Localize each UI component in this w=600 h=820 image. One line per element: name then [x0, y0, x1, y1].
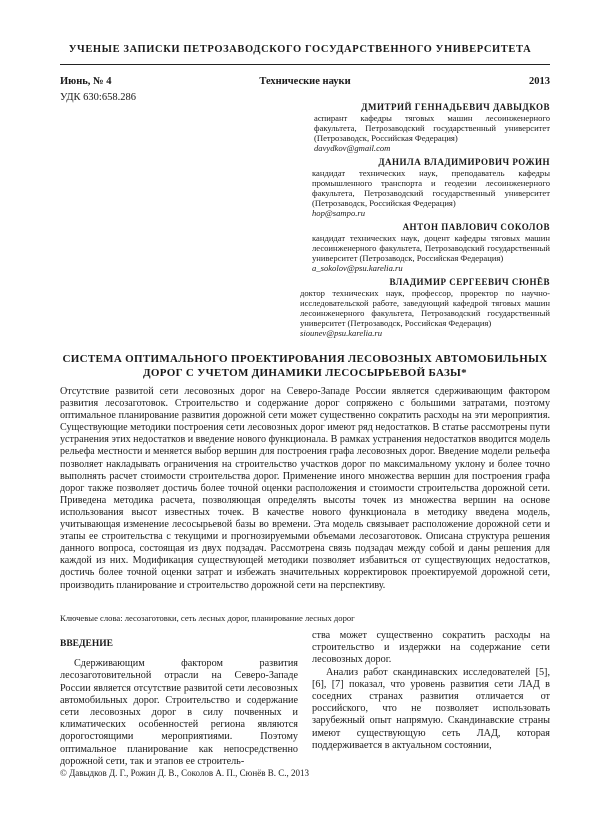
intro-paragraph: Анализ работ скандинавских исследователей [5], [6], [7] показал, что уровень развития сети ЛАД в соседних странах развития отличается от российского, что не позволяет использовать зарубежный опыт напрямую. Скандинавские страны имеют существующую сеть ЛАД, которая поддерживается в актуальном состоянии, [312, 666, 550, 751]
author-affiliation: кандидат технических наук, преподаватель кафедры промышленного транспорта и геодезии лесоинженерного факультета, Петрозаводский государственный университет (Петрозаводск, Российская Федерация) [312, 168, 550, 208]
left-column [60, 630, 298, 768]
author-affiliation: кандидат технических наук, доцент кафедры тяговых машин лесоинженерного факультета, Петрозаводский государственный университет (Петрозаводск, Российская Федерация) [312, 233, 550, 263]
intro-paragraph-continued: ства может существенно сократить расходы на строительство и издержки на содержание сети лесовозных дорог. [312, 630, 550, 666]
section-name: Технические науки [259, 76, 351, 87]
author-block [300, 221, 550, 273]
author-email[interactable]: davydkov@gmail.com [314, 143, 391, 153]
issue-year: 2013 [529, 76, 550, 87]
author-block [300, 101, 550, 153]
intro-paragraph: Сдерживающим фактором развития лесозаготовительной отрасли на Северо-Западе России является отсутствие развитой сети лесовозных автомобильных дорог. Строительство и содержание сети лесовозных дорог в силу почвенных и климатических особенностей региона являются дорогостоящими мероприятиями. Поэтому оптимальное планирование как непосредственно дорожной сети, так и этапов ее строитель- [60, 658, 298, 767]
author-name: ДАНИЛА ВЛАДИМИРОВИЧ РОЖИН [378, 157, 550, 167]
author-block [300, 276, 550, 338]
author-block [300, 156, 550, 218]
journal-title: УЧЕНЫЕ ЗАПИСКИ ПЕТРОЗАВОДСКОГО ГОСУДАРСТВЕННОГО УНИВЕРСИТЕТА [68, 44, 532, 55]
author-list [300, 101, 550, 341]
author-name: ВЛАДИМИР СЕРГЕЕВИЧ СЮНЁВ [389, 277, 550, 287]
copyright-footer: © Давыдков Д. Г., Рожин Д. В., Соколов А. П., Сюнёв В. С., 2013 [60, 768, 309, 778]
issue-number: Июнь, № 4 [60, 76, 112, 87]
author-email[interactable]: a_sokolov@psu.karelia.ru [312, 263, 403, 273]
author-email[interactable]: siounev@psu.karelia.ru [300, 328, 383, 338]
paper-title: СИСТЕМА ОПТИМАЛЬНОГО ПРОЕКТИРОВАНИЯ ЛЕСОВОЗНЫХ АВТОМОБИЛЬНЫХ ДОРОГ С УЧЕТОМ ДИНАМИКИ ЛЕСОСЫРЬЕВОЙ БАЗЫ* [62, 353, 548, 379]
udk-code: УДК 630:658.286 [60, 92, 136, 103]
section-heading-intro: ВВЕДЕНИЕ [60, 639, 113, 649]
author-affiliation: аспирант кафедры тяговых машин лесоинженерного факультета, Петрозаводский государственный университет (Петрозаводск, Российская Федерация) [314, 113, 550, 143]
header-rule [60, 64, 550, 65]
keywords: Ключевые слова: лесозаготовки, сеть лесных дорог, планирование лесных дорог [60, 613, 355, 623]
abstract: Отсутствие развитой сети лесовозных дорог на Северо-Западе России является сдерживающим фактором развития лесозаготовок. Строительство и содержание дорог сопряжено с большими затратами, поэтому оптимальное планирование развития дорожной сети может существенно сократить расходы на эти мероприятия. Существующие методики построения сети лесовозных дорог имеют ряд недостатков. В статье рассмотрены пути устранения этих недостатков и введение нового функционала. В рамках устранения недостатков вводится модель рельефа местности и меняется выбор вершин для построения графа лесовозных дорог. Введение модели рельефа позволяет накладывать ограничения на строительство участков дорог по максимальному уклону и более точно выполнять расчет стоимости строительства дорог. Применение иного множества вершин для построения графа дорог также позволяет достичь более точной оценки расположения и стоимости строительства дорожной сети. Приведена методика расчета, позволяющая определять высоты точек из множества вершин на основе использования высот известных точек. В качестве нового функционала в методику введена модель, учитывающая изменение лесосырьевой базы во времени. Эта модель связывает расположение дорожной сети и этапы ее строительства с текущими и прогнозируемыми объемами лесозаготовок. Описана структура решения данного вопроса, состоящая из двух подзадач. Рассмотрена связь подзадач между собой и даны решения для каждой из них. Модификация существующей методики позволяет избавиться от существующих недостатков, достичь более точной оценки затрат и избежать значительных корректировок проектируемой дорожной сети, производить планирование и строительство дорожной сети на перспективу. [60, 386, 550, 591]
author-name: ДМИТРИЙ ГЕННАДЬЕВИЧ ДАВЫДКОВ [361, 102, 550, 112]
author-email[interactable]: hop@sampo.ru [312, 208, 366, 218]
author-name: АНТОН ПАВЛОВИЧ СОКОЛОВ [402, 222, 550, 232]
author-affiliation: доктор технических наук, профессор, проректор по научно-исследовательской работе, заведующий кафедрой тяговых машин лесоинженерного факультета, Петрозаводский государственный университет (Петрозаводск, Российская Федерация) [300, 288, 550, 328]
right-column [312, 630, 550, 752]
